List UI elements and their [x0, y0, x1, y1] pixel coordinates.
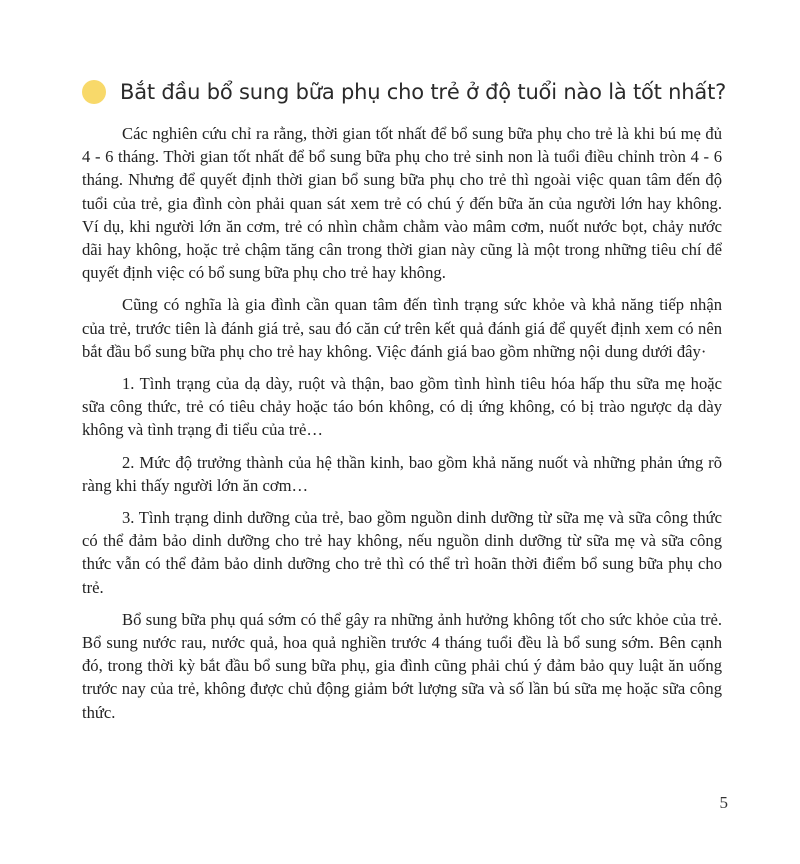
list-item: 2. Mức độ trưởng thành của hệ thần kinh, bao gồm khả năng nuốt và những phản ứng rõ ràng khi thấy người lớn ăn cơm…: [82, 452, 722, 495]
page-number: 5: [719, 793, 728, 812]
body-text: [82, 122, 722, 733]
yellow-bullet-icon: [82, 80, 106, 104]
paragraph: Bổ sung bữa phụ quá sớm có thể gây ra những ảnh hưởng không tốt cho sức khỏe của trẻ. Bổ sung nước rau, nước quả, hoa quả nghiền trước 4 tháng tuổi đều là bổ sung sớm. Bên cạnh đó, trong thời kỳ bắt đầu bổ sung bữa phụ, gia đình cũng phải chú ý đảm bảo quy luật ăn uống trước nay của trẻ, không được chủ động giảm bớt lượng sữa và số lần bú sữa mẹ hoặc sữa công thức.: [82, 609, 722, 722]
list-item: 1. Tình trạng của dạ dày, ruột và thận, bao gồm tình hình tiêu hóa hấp thu sữa mẹ hoặc sữa công thức, trẻ có tiêu chảy hoặc táo bón không, có dị ứng không, có bị trào ngược dạ dày không và tình trạng đi tiểu của trẻ…: [82, 374, 722, 440]
list-item: 3. Tình trạng dinh dưỡng của trẻ, bao gồm nguồn dinh dưỡng từ sữa mẹ và sữa công thức có thể đảm bảo dinh dưỡng cho trẻ hay không, nếu nguồn dinh dưỡng từ sữa mẹ và sữa công thức vẫn có thể đảm bảo dinh dưỡng cho trẻ thì có thể trì hoãn thời điểm bổ sung bữa phụ cho trẻ.: [82, 508, 722, 597]
paragraph: Các nghiên cứu chỉ ra rằng, thời gian tốt nhất để bổ sung bữa phụ cho trẻ là khi bú mẹ đủ 4 - 6 tháng. Thời gian tốt nhất để bổ sung bữa phụ cho trẻ sinh non là tuổi điều chỉnh tròn 4 - 6 tháng. Nhưng để quyết định thời gian bổ sung bữa phụ cho trẻ thì ngoài việc quan tâm đến độ tuổi của trẻ, gia đình còn phải quan sát xem trẻ có chú ý đến bữa ăn của người lớn hay không. Ví dụ, khi người lớn ăn cơm, trẻ có nhìn chằm chằm vào mâm cơm, nuốt nước bọt, chảy nước dãi hay không, hoặc trẻ chậm tăng cân trong thời gian này cũng là một trong những tiêu chí để quyết định việc có bổ sung bữa phụ cho trẻ hay không.: [82, 124, 722, 283]
section-heading: [82, 74, 727, 110]
section-heading-text: Bắt đầu bổ sung bữa phụ cho trẻ ở độ tuổi nào là tốt nhất?: [120, 80, 727, 104]
paragraph: Cũng có nghĩa là gia đình cần quan tâm đến tình trạng sức khỏe và khả năng tiếp nhận của trẻ, trước tiên là đánh giá trẻ, sau đó căn cứ trên kết quả đánh giá để quyết định xem có nên bắt đầu bổ sung bữa phụ cho trẻ hay không. Việc đánh giá bao gồm những nội dung dưới đây·: [82, 295, 722, 361]
